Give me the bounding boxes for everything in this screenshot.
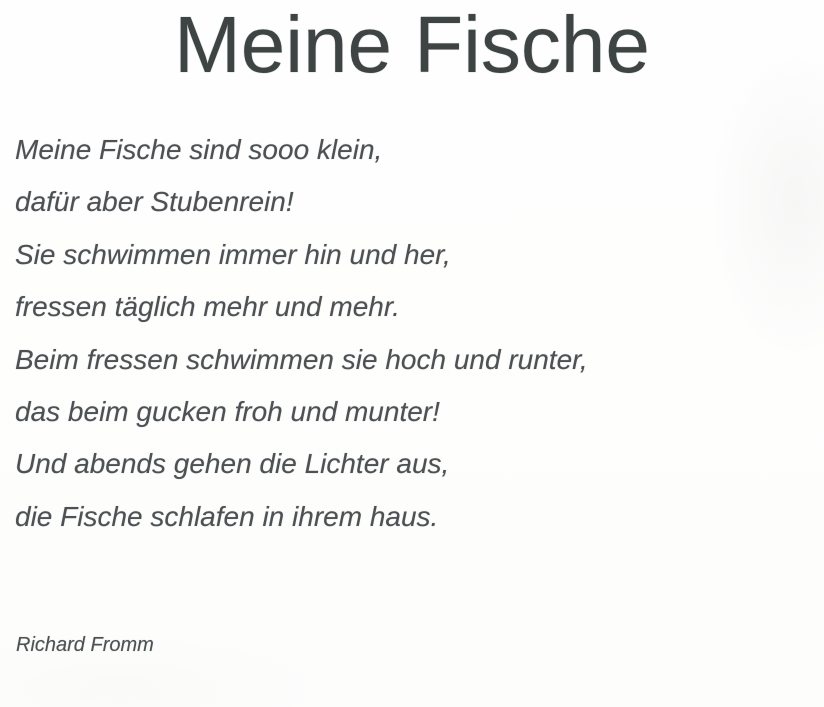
poem-body (15, 124, 814, 543)
poem-line: fressen täglich mehr und mehr. (15, 291, 400, 323)
poem-line: Beim fressen schwimmen sie hoch und runter, (15, 343, 588, 375)
author-name: Richard Fromm (16, 634, 154, 656)
poem-line: die Fische schlafen in ihrem haus. (15, 500, 439, 532)
poem-line: das beim gucken froh und munter! (15, 396, 440, 428)
poem-line: Und abends gehen die Lichter aus, (15, 448, 450, 480)
poem-line: Sie schwimmen immer hin und her, (15, 238, 451, 270)
poem-title: Meine Fische (174, 0, 650, 89)
poem-line: dafür aber Stubenrein! (15, 186, 294, 218)
poem-line: Meine Fische sind sooo klein, (15, 134, 383, 165)
